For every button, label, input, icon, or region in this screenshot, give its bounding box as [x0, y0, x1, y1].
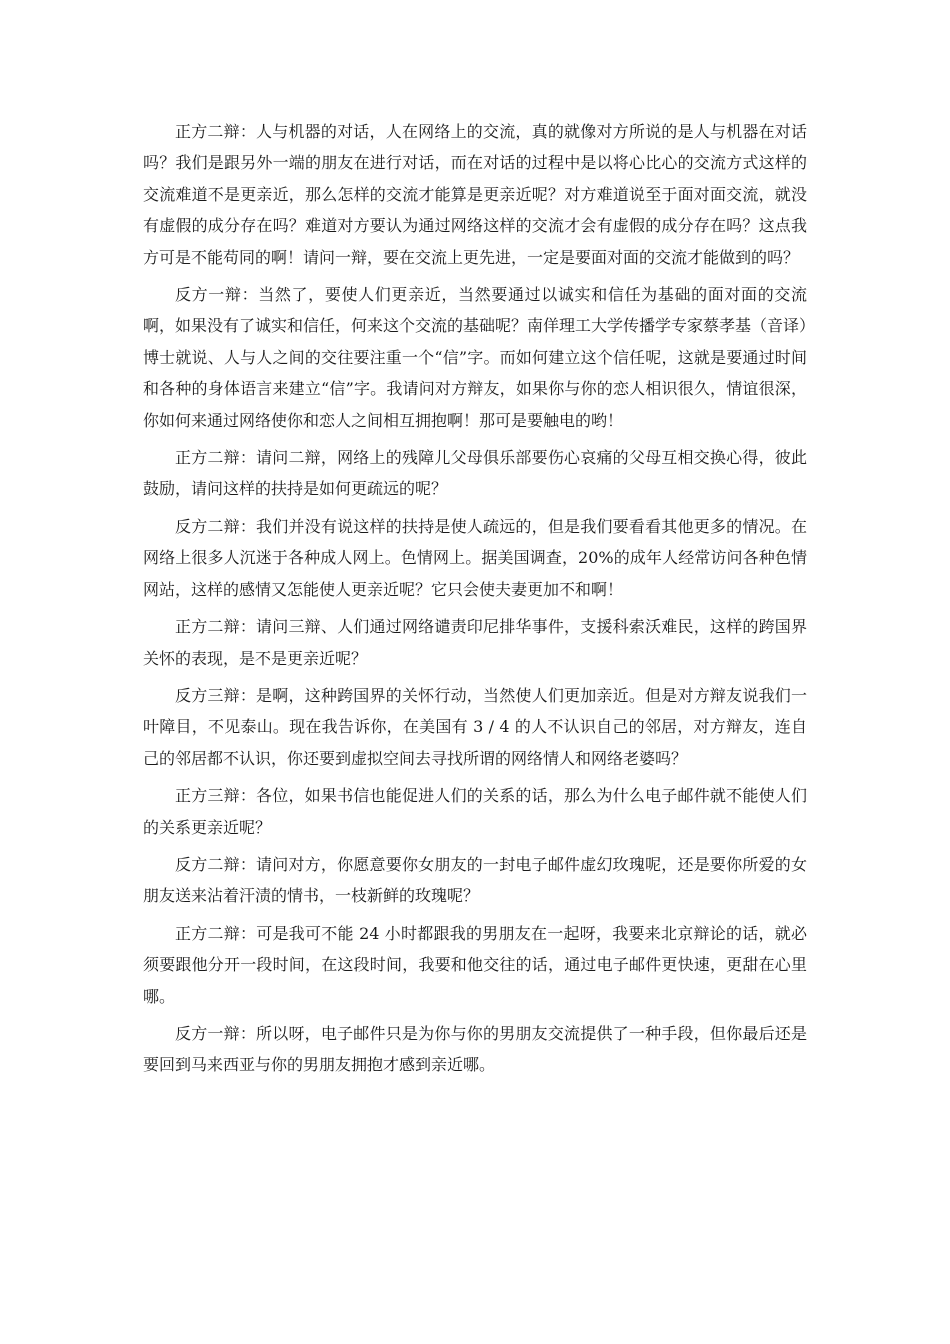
paragraph-2: 反方一辩：当然了，要使人们更亲近，当然要通过以诚实和信任为基础的面对面的交流啊，如果没有了诚实和信任，何来这个交流的基础呢？南佯理工大学传播学专家蔡孝基（音译）博士就说、人与人之间的交往要注重一个“信”字。而如何建立这个信任呢，这就是要通过时间和各种的身体语言来建立“信”字。我请问对方辩友，如果你与你的恋人相识很久，情谊很深，你如何来通过网络使你和恋人之间相互拥抱啊！那可是要触电的哟！: [143, 285, 808, 430]
paragraph-3: 正方二辩：请问二辩，网络上的残障儿父母俱乐部要伤心哀痛的父母互相交换心得，彼此鼓励，请问这样的扶持是如何更疏远的呢？: [143, 448, 807, 499]
paragraph-10: 反方一辩：所以呀，电子邮件只是为你与你的男朋友交流提供了一种手段，但你最后还是要回到马来西亚与你的男朋友拥抱才感到亲近哪。: [143, 1023, 807, 1075]
paragraph-5: 正方二辩：请问三辩、人们通过网络谴责印尼排华事件，支援科索沃难民，这样的跨国界关怀的表现，是不是更亲近呢？: [143, 617, 807, 668]
paragraph-1: 正方二辩：人与机器的对话，人在网络上的交流，真的就像对方所说的是人与机器在对话吗？我们是跟另外一端的朋友在进行对话，而在对话的过程中是以将心比心的交流方式这样的交流难道不是更亲近，那么怎样的交流才能算是更亲近呢？对方难道说至于面对面交流，就没有虚假的成分存在吗？难道对方要认为通过网络这样的交流才会有虚假的成分存在吗？这点我方可是不能苟同的啊！请问一辩，要在交流上更先进，一定是要面对面的交流才能做到的吗？: [143, 122, 807, 267]
paragraph-6: 反方三辩：是啊，这种跨国界的关怀行动，当然使人们更加亲近。但是对方辩友说我们一叶障目，不见泰山。现在我告诉你，在美国有 3 / 4 的人不认识自己的邻居，对方辩友，连自己的邻居都不认识，你还要到虚拟空间去寻找所谓的网络情人和网络老婆吗？: [143, 685, 807, 768]
paragraph-9: 正方二辩：可是我可不能 24 小时都跟我的男朋友在一起呀，我要来北京辩论的话，就必须要跟他分开一段时间，在这段时间，我要和他交往的话，通过电子邮件更快速，更甜在心里哪。: [143, 923, 807, 1006]
paragraph-8: 反方二辩：请问对方，你愿意要你女朋友的一封电子邮件虚幻玫瑰呢，还是要你所爱的女朋友送来沾着汗渍的情书，一枝新鲜的玫瑰呢？: [143, 854, 807, 906]
document-body: [143, 116, 807, 1087]
paragraph-7: 正方三辩：各位，如果书信也能促进人们的关系的话，那么为什么电子邮件就不能使人们的关系更亲近呢？: [143, 786, 807, 837]
paragraph-4: 反方二辩：我们并没有说这样的扶持是使人疏远的，但是我们要看看其他更多的情况。在网络上很多人沉迷于各种成人网上。色情网上。据美国调查，20%的成年人经常访问各种色情网站，这样的感情又怎能使人更亲近呢？它只会使夫妻更加不和啊！: [143, 516, 807, 599]
